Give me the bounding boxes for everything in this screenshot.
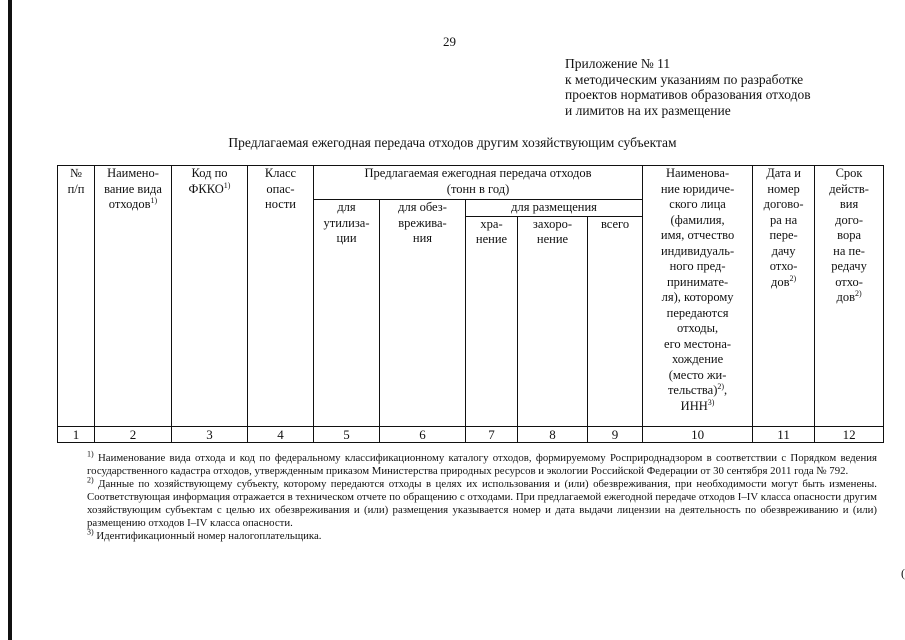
column-number: 12 — [815, 426, 884, 443]
column-number-row — [58, 426, 884, 443]
column-number: 8 — [518, 426, 588, 443]
footnote-1: $^{1)}$ Наименование вида отхода и код по федеральному классификационному каталогу отходов, формируемому Росприроднадзором в соответствии с Порядком ведения государственного кадастра отходов, утвержденным приказом Министерства природных ресурсов и экологии Российской Федерации от 30 сентября 2011 года № 792. — [87, 449, 877, 477]
appendix-caption — [565, 56, 811, 118]
header-recipient-entity: Наименова- ние юридиче- ского лица (фамилия, имя, отчество индивидуаль- ного пред- принимате- ля), которому передаются отходы, его местона- хождение (место жи- тельства)$^{2)}$, ИНН$^{3)}$ — [643, 166, 753, 427]
column-number: 9 — [588, 426, 643, 443]
footnote-2: $^{2)}$ Данные по хозяйствующему субъекту, которому передаются отходы в целях их использования и (или) обезвреживания, при необходимости могут быть изменены. Соответствующая информация отражается в техническом отчете по обращению с отходами. При предлагаемой ежегодной передаче отходов I–IV класса опасности другим хозяйствующим субъектам с целью их обезвреживания и (или) размещения указывается номер и дата выдачи лицензии на деятельность по обезвреживанию и (или) размещению отходов I–IV класса опасности. — [87, 475, 877, 529]
column-number: 1 — [58, 426, 95, 443]
left-margin-bar — [8, 0, 12, 640]
column-number: 5 — [314, 426, 380, 443]
appendix-line: проектов нормативов образования отходов — [565, 87, 811, 102]
column-number: 4 — [248, 426, 314, 443]
page-number: 29 — [443, 34, 456, 49]
header-hazard-class: Класс опас- ности — [248, 166, 314, 427]
header-contract-term: Срок действ- вия дого- вора на пе- редачу отхо- дов$^{2)}$ — [815, 166, 884, 427]
column-number: 11 — [753, 426, 815, 443]
header-fkko-code: Код по ФККО$^{1)}$ — [172, 166, 248, 427]
header-contract-date: Дата и номер догово- ра на пере- дачу отхо- дов$^{2)}$ — [753, 166, 815, 427]
footnotes — [65, 449, 877, 543]
column-number: 7 — [466, 426, 518, 443]
column-number: 3 — [172, 426, 248, 443]
column-number: 2 — [95, 426, 172, 443]
header-neutralization: для обез- врежива- ния — [380, 200, 466, 427]
column-number: 10 — [643, 426, 753, 443]
appendix-line: Приложение № 11 — [565, 56, 671, 71]
header-waste-name: Наимено- вание вида отходов$^{1)}$ — [95, 166, 172, 427]
header-storage: хра- нение — [466, 216, 518, 426]
header-num: № п/п — [58, 166, 95, 427]
appendix-line: и лимитов на их размещение — [565, 102, 731, 118]
header-placement: для размещения — [466, 200, 643, 217]
edge-mark: ( — [901, 566, 905, 580]
waste-transfer-table — [57, 165, 884, 443]
header-utilization: для утилиза- ции — [314, 200, 380, 427]
header-total: всего — [588, 216, 643, 426]
table-title: Предлагаемая ежегодная передача отходов другим хозяйствующим субъектам — [228, 135, 677, 150]
footnote-3: $^{3)}$ Идентификационный номер налогоплательщика. — [87, 527, 322, 542]
column-number: 6 — [380, 426, 466, 443]
header-annual-transfer: Предлагаемая ежегодная передача отходов (тонн в год) — [314, 166, 643, 200]
header-burial: захоро- нение — [518, 216, 588, 426]
appendix-line: к методическим указаниям по разработке — [565, 71, 804, 87]
